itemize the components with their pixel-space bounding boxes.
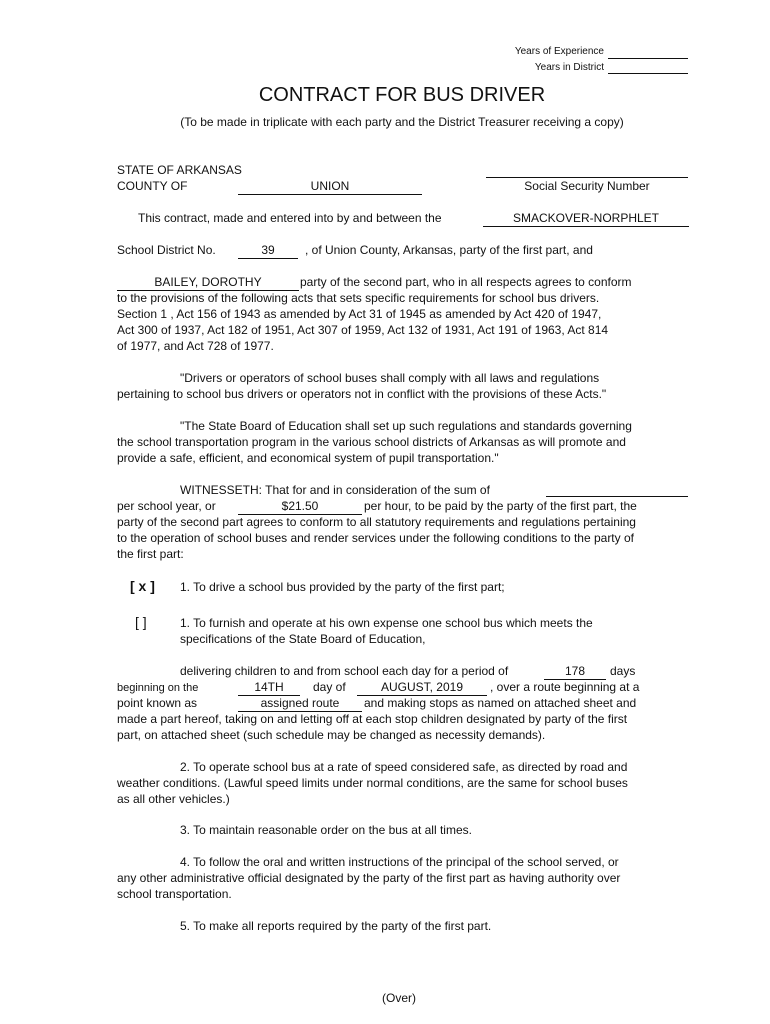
point-label: point known as	[117, 696, 198, 710]
acts-line-2: Section 1 , Act 156 of 1943 as amended by Act 31 of 1945 as amended by Act 420 of 1947,	[117, 307, 602, 321]
month-value[interactable]: AUGUST, 2019	[357, 679, 487, 696]
page-subtitle: (To be made in triplicate with each party and the District Treasurer receiving a copy)	[180, 115, 624, 129]
witness-line-2b: per hour, to be paid by the party of the first part, the	[364, 499, 637, 513]
route-value[interactable]: assigned route	[238, 695, 362, 712]
item4-line-1: 4. To follow the oral and written instructions of the principal of the school served, or	[180, 855, 619, 869]
route-line-3: part, on attached sheet (such schedule may be changed as necessity demands).	[117, 728, 546, 742]
hourly-rate[interactable]: $21.50	[238, 498, 362, 515]
acts-line-4: of 1977, and Act 728 of 1977.	[117, 339, 274, 353]
witness-line-3: party of the second part agrees to conform to all statutory requirements and regulations pertaining	[117, 515, 636, 529]
beginning-label: beginning on the	[117, 682, 199, 694]
witness-line-4: to the operation of school buses and render services under the following conditions to the party of	[117, 531, 634, 545]
option1-text: 1. To drive a school bus provided by the party of the first part;	[180, 580, 505, 594]
option2-checkbox[interactable]: [ ]	[135, 614, 147, 630]
witness-line-2a: per school year, or	[117, 499, 216, 513]
quote1-line-2: pertaining to school bus drivers or operators not in conflict with the provisions of these Acts."	[117, 387, 607, 401]
district-no-tail: , of Union County, Arkansas, party of the first part, and	[305, 243, 593, 257]
contract-intro: This contract, made and entered into by and between the	[138, 211, 442, 225]
years-district-field[interactable]	[608, 73, 688, 74]
county-value[interactable]: UNION	[238, 178, 422, 195]
page-title: CONTRACT FOR BUS DRIVER	[258, 84, 546, 106]
county-label: COUNTY OF	[117, 179, 188, 193]
acts-line-1: to the provisions of the following acts that sets specific requirements for school bus drivers.	[117, 291, 600, 305]
day-value[interactable]: 14TH	[238, 679, 300, 696]
quote2-line-2: the school transportation program in the various school districts of Arkansas as will promote and	[117, 435, 626, 449]
days-label: days	[610, 664, 636, 678]
witness-line-1: WITNESSETH: That for and in consideration of the sum of	[180, 483, 490, 497]
district-no-value[interactable]: 39	[238, 242, 298, 259]
item2-line-1: 2. To operate school bus at a rate of speed considered safe, as directed by road and	[180, 760, 628, 774]
district-no-label: School District No.	[117, 243, 216, 257]
district-name[interactable]: SMACKOVER-NORPHLET	[483, 210, 689, 227]
option2-text-1: 1. To furnish and operate at his own expense one school bus which meets the	[180, 616, 593, 630]
second-party-tail: party of the second part, who in all respects agrees to conform	[300, 275, 632, 289]
years-experience-label: Years of Experience	[514, 46, 604, 57]
quote1-line-1: "Drivers or operators of school buses shall comply with all laws and regulations	[180, 371, 600, 385]
quote2-line-3: provide a safe, efficient, and economical system of pupil transportation."	[117, 451, 499, 465]
witness-line-5: the first part:	[117, 547, 184, 561]
delivering-text: delivering children to and from school each day for a period of	[180, 664, 509, 678]
item3: 3. To maintain reasonable order on the bus at all times.	[180, 823, 472, 837]
route-text: and making stops as named on attached sheet and	[364, 696, 637, 710]
quote2-line-1: "The State Board of Education shall set up such regulations and standards governing	[180, 419, 632, 433]
route-tail: , over a route beginning at a	[490, 680, 640, 694]
option2-text-2: specifications of the State Board of Education,	[180, 632, 426, 646]
days-value[interactable]: 178	[544, 663, 606, 680]
item4-line-2: any other administrative official designated by the party of the first part as having authority over	[117, 871, 621, 885]
second-party-name[interactable]: BAILEY, DOROTHY	[117, 274, 299, 291]
acts-line-3: Act 300 of 1937, Act 182 of 1951, Act 307 of 1959, Act 132 of 1931, Act 191 of 1963, Act 814	[117, 323, 609, 337]
ssn-label: Social Security Number	[524, 179, 650, 193]
state-label: STATE OF ARKANSAS	[117, 163, 242, 177]
item4-line-3: school transportation.	[117, 887, 232, 901]
years-experience-field[interactable]	[608, 58, 688, 59]
item2-line-3: as all other vehicles.)	[117, 792, 230, 806]
item5: 5. To make all reports required by the party of the first part.	[180, 919, 492, 933]
route-line-2: made a part hereof, taking on and letting off at each stop children designated by party of the first	[117, 712, 628, 726]
years-district-label: Years in District	[534, 62, 604, 73]
page-footer: (Over)	[382, 991, 416, 1005]
sum-field[interactable]	[546, 496, 688, 497]
item2-line-2: weather conditions. (Lawful speed limits under normal conditions, are the same for school buses	[117, 776, 628, 790]
day-of-label: day of	[313, 680, 346, 694]
option1-checkbox[interactable]: [ x ]	[130, 578, 155, 594]
